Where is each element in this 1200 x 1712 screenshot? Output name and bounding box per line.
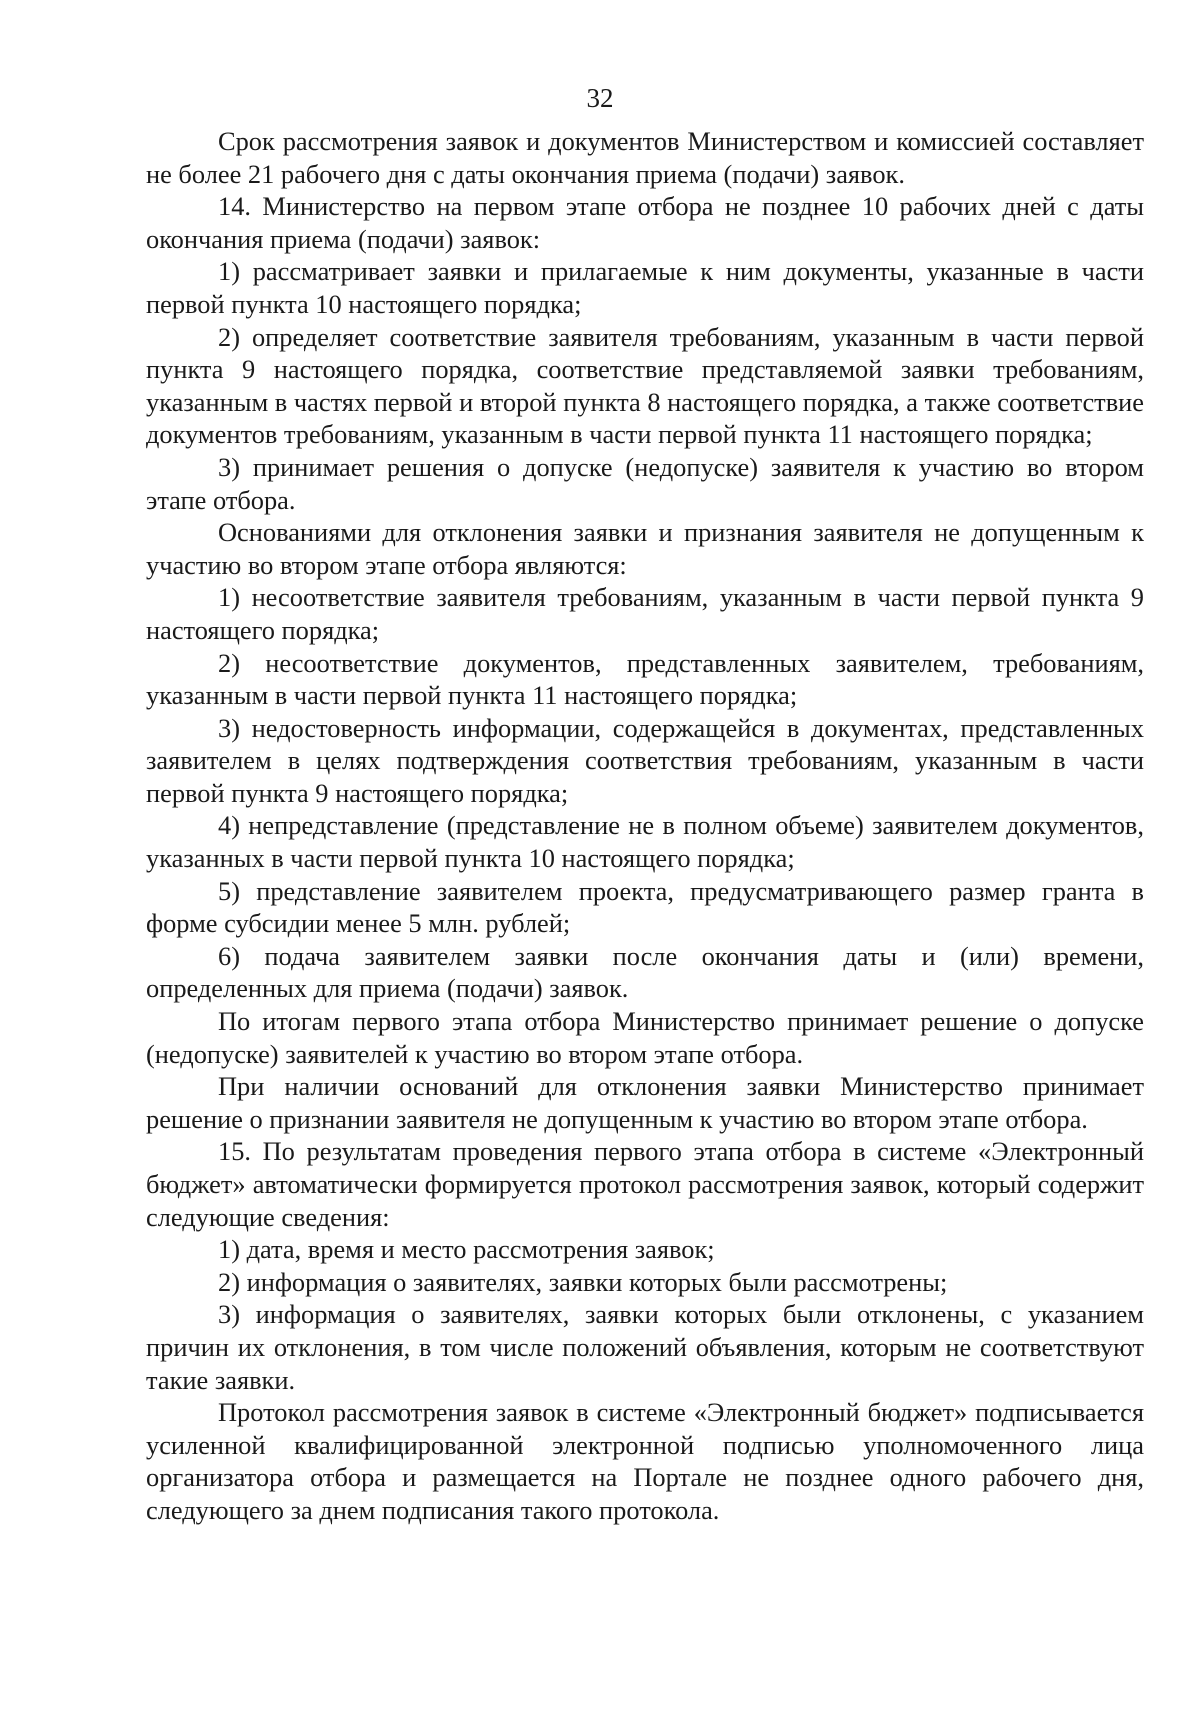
paragraph-14-subitem-3: 3) принимает решения о допуске (недопуске) заявителя к участию во втором этапе отбора.	[146, 451, 1144, 515]
page-number: 32	[586, 83, 614, 113]
paragraph-15-subitem-3: 3) информация о заявителях, заявки которых были отклонены, с указанием причин их отклонения, в том числе положений объявления, которым не соответствуют такие заявки.	[146, 1299, 1144, 1395]
paragraph-item-14: 14. Министерство на первом этапе отбора не позднее 10 рабочих дней с даты окончания приема (подачи) заявок:	[146, 191, 1144, 254]
paragraph-ground-1: 1) несоответствие заявителя требованиям, указанным в части первой пункта 9 настоящего порядка;	[146, 582, 1144, 645]
paragraph-15-subitem-2: 2) информация о заявителях, заявки которых были рассмотрены;	[218, 1266, 948, 1297]
paragraph-item-15: 15. По результатам проведения первого этапа отбора в системе «Электронный бюджет» автоматически формируется протокол рассмотрения заявок, который содержит следующие сведения:	[146, 1136, 1144, 1232]
paragraph-ground-4: 4) непредставление (представление не в полном объеме) заявителем документов, указанных в части первой пункта 10 настоящего порядка;	[146, 810, 1144, 874]
paragraph-14-subitem-2: 2) определяет соответствие заявителя требованиям, указанным в части первой пункта 9 настоящего порядка, соответствие представляемой заявки требованиям, указанным в частях первой и второй пункта 8 настоящего порядка, а также соответствие документов требованиям, указанным в части первой пункта 11 настоящего порядка;	[146, 321, 1144, 450]
paragraph-rejection-decision: При наличии оснований для отклонения заявки Министерство принимает решение о признании заявителя не допущенным к участию во втором этапе отбора.	[146, 1071, 1144, 1134]
paragraph-ground-3: 3) недостоверность информации, содержащейся в документах, представленных заявителем в целях подтверждения соответствия требованиям, указанным в части первой пункта 9 настоящего порядка;	[146, 712, 1144, 808]
paragraph-ground-5: 5) представление заявителем проекта, предусматривающего размер гранта в форме субсидии менее 5 млн. рублей;	[146, 875, 1144, 939]
paragraph-rejection-grounds: Основаниями для отклонения заявки и признания заявителя не допущенным к участию во втором этапе отбора являются:	[146, 517, 1144, 580]
paragraph-ground-2: 2) несоответствие документов, представленных заявителем, требованиям, указанным в части первой пункта 11 настоящего порядка;	[146, 647, 1144, 711]
paragraph-15-subitem-1: 1) дата, время и место рассмотрения заявок;	[218, 1234, 715, 1265]
paragraph-protocol-signing: Протокол рассмотрения заявок в системе «Электронный бюджет» подписывается усиленной квалифицированной электронной подписью уполномоченного лица организатора отбора и размещается на Портале не позднее одного рабочего дня, следующего за днем подписания такого протокола.	[146, 1397, 1144, 1525]
paragraph-first-stage-results: По итогам первого этапа отбора Министерство принимает решение о допуске (недопуске) заявителей к участию во втором этапе отбора.	[146, 1006, 1144, 1069]
document-body	[146, 125, 1144, 1527]
paragraph-14-subitem-1: 1) рассматривает заявки и прилагаемые к ним документы, указанные в части первой пункта 10 настоящего порядка;	[146, 256, 1144, 319]
paragraph-review-period: Срок рассмотрения заявок и документов Министерством и комиссией составляет не более 21 рабочего дня с даты окончания приема (подачи) заявок.	[146, 126, 1144, 189]
paragraph-ground-6: 6) подача заявителем заявки после окончания даты и (или) времени, определенных для приема (подачи) заявок.	[146, 940, 1144, 1004]
